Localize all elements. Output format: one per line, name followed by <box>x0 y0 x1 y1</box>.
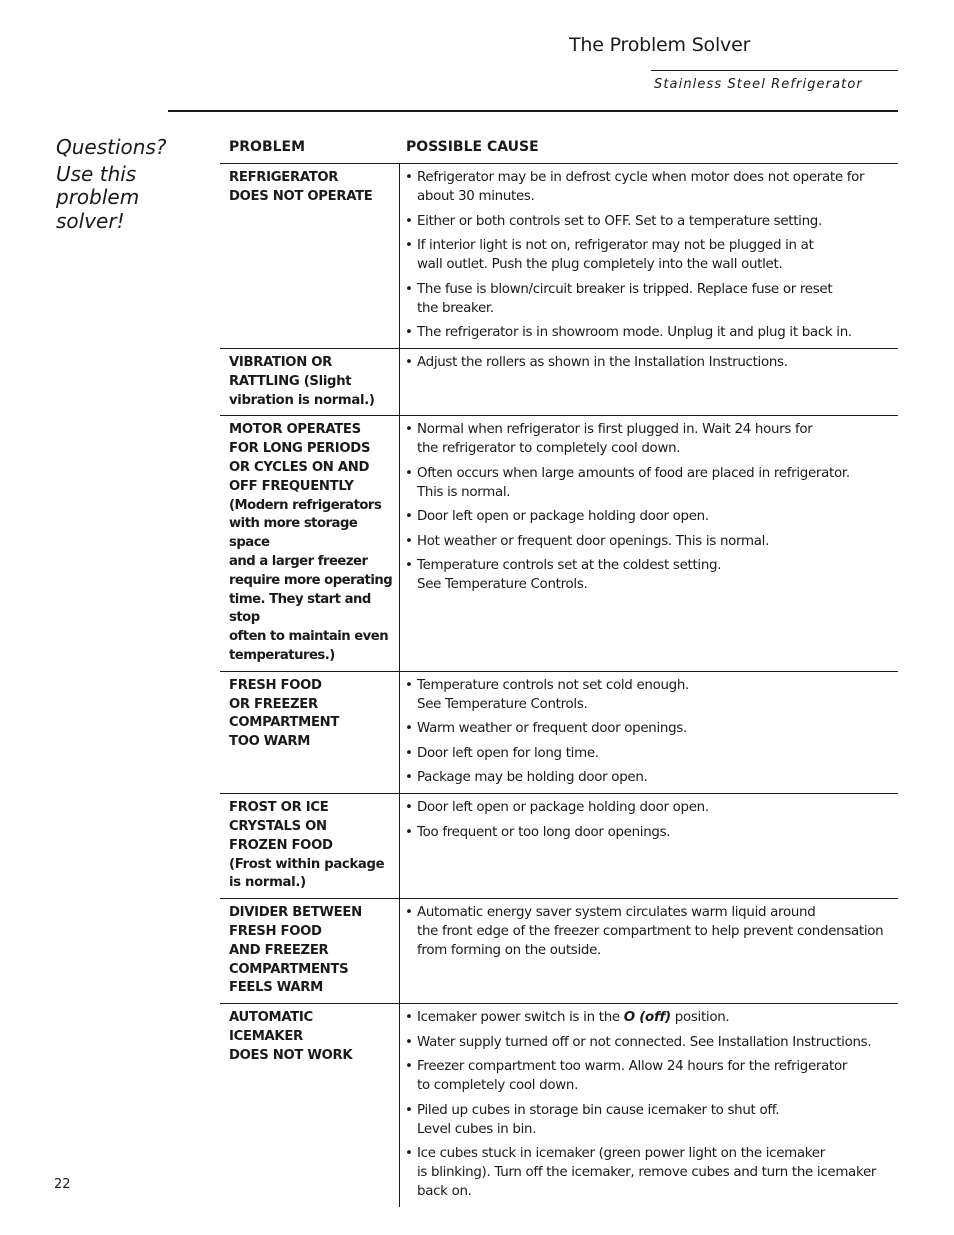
cause-line: • Piled up cubes in storage bin cause icemaker to shut off. <box>417 1102 780 1118</box>
possible-cause-cell <box>400 349 898 415</box>
sidebar-line: solver! <box>56 208 125 233</box>
cause-item <box>405 420 898 458</box>
possible-cause-cell <box>400 416 898 670</box>
cause-line: to completely cool down. <box>417 1078 579 1094</box>
problem-cell <box>220 1004 400 1207</box>
cause-item <box>405 507 898 526</box>
cause-item <box>405 212 898 231</box>
possible-cause-cell <box>400 899 898 1003</box>
cause-item <box>405 323 898 342</box>
table-row <box>220 349 898 416</box>
problem-line: TOO WARM <box>229 734 311 750</box>
problem-line: DOES NOT WORK <box>229 1047 353 1063</box>
cause-item <box>405 676 898 714</box>
cause-item <box>405 556 898 594</box>
possible-cause-cell <box>400 672 898 794</box>
sidebar-question: Questions? <box>56 135 167 159</box>
problem-note-line: with more storage space <box>229 516 358 551</box>
cause-line: • Too frequent or too long door openings. <box>417 824 671 840</box>
cause-line: wall outlet. Push the plug completely into the wall outlet. <box>417 257 783 272</box>
cause-line: This is normal. <box>417 484 511 500</box>
sidebar-callout <box>56 136 196 233</box>
table-row <box>220 672 898 795</box>
problem-line: FRESH FOOD <box>229 677 322 693</box>
problem-cell <box>220 794 400 898</box>
problem-line: FEELS WARM <box>229 980 323 996</box>
page-title: The Problem Solver <box>569 34 751 56</box>
problem-line: DOES NOT OPERATE <box>229 188 373 204</box>
page-subtitle: Stainless Steel Refrigerator <box>654 77 863 92</box>
cause-item <box>405 1101 898 1139</box>
problem-line: ICEMAKER <box>229 1029 303 1045</box>
cause-line: • Door left open for long time. <box>417 745 599 761</box>
possible-cause-cell <box>400 794 898 898</box>
problem-line: MOTOR OPERATES <box>229 422 361 438</box>
cause-item <box>405 903 898 960</box>
cause-item <box>405 168 898 206</box>
cause-line: • Icemaker power switch is in the O (off) position. <box>417 1010 730 1026</box>
cause-line: See Temperature Controls. <box>417 577 588 593</box>
page-number: 22 <box>54 1177 71 1192</box>
problem-cell <box>220 672 400 794</box>
column-header-possible-cause: POSSIBLE CAUSE <box>406 139 539 155</box>
problem-note-line: (Modern refrigerators <box>229 497 382 513</box>
cause-line: • Door left open or package holding door open. <box>417 800 709 816</box>
problem-line: RATTLING (Slight <box>229 373 352 389</box>
problem-line: COMPARTMENT <box>229 715 340 731</box>
problem-line: (Frost within package <box>229 856 385 872</box>
cause-item <box>405 353 898 372</box>
cause-line: • Adjust the rollers as shown in the Installation Instructions. <box>417 355 788 370</box>
cause-line: • Temperature controls not set cold enough. <box>417 677 690 693</box>
problem-note-line: temperatures.) <box>229 647 335 663</box>
sidebar-line: problem <box>56 185 140 209</box>
cause-line: • Often occurs when large amounts of food are placed in refrigerator. <box>417 465 850 481</box>
problem-line: OR FREEZER <box>229 696 318 712</box>
problem-line: REFRIGERATOR <box>229 170 339 185</box>
problem-note-line: require more operating <box>229 572 393 588</box>
cause-item <box>405 236 898 274</box>
problem-line: FOR LONG PERIODS <box>229 441 371 457</box>
cause-line: • Temperature controls set at the coldest setting. <box>417 558 722 574</box>
cause-line: • Freezer compartment too warm. Allow 24 hours for the refrigerator <box>417 1059 848 1075</box>
cause-line: • Package may be holding door open. <box>417 770 648 786</box>
problem-line: vibration is normal.) <box>229 392 375 408</box>
problem-line: FROST OR ICE <box>229 800 329 816</box>
cause-line: the breaker. <box>417 300 494 316</box>
cause-line: is blinking). Turn off the icemaker, remove cubes and turn the icemaker <box>417 1165 877 1181</box>
cause-item <box>405 1033 898 1052</box>
emphasis-text: O (off) <box>623 1010 671 1026</box>
problem-note-line: time. They start and stop <box>229 591 371 626</box>
cause-line: about 30 minutes. <box>417 189 535 204</box>
problem-line: AUTOMATIC <box>229 1010 313 1026</box>
table-body <box>220 164 898 1207</box>
cause-line: • The fuse is blown/circuit breaker is tripped. Replace fuse or reset <box>417 281 833 297</box>
problem-note-line: and a larger freezer <box>229 553 368 569</box>
table-row <box>220 899 898 1004</box>
cause-item <box>405 280 898 318</box>
problem-line: is normal.) <box>229 875 306 891</box>
cause-line: • If interior light is not on, refrigerator may not be plugged in at <box>417 238 814 253</box>
table-row <box>220 794 898 899</box>
table-row <box>220 416 898 671</box>
cause-line: back on. <box>417 1184 472 1200</box>
problem-line: COMPARTMENTS <box>229 961 349 977</box>
cause-line: • Normal when refrigerator is first plugged in. Wait 24 hours for <box>417 422 813 438</box>
cause-line: • Hot weather or frequent door openings. This is normal. <box>417 533 770 549</box>
problem-cell <box>220 416 400 670</box>
cause-line: • Automatic energy saver system circulates warm liquid around <box>417 905 816 921</box>
cause-line: • Water supply turned off or not connected. See Installation Instructions. <box>417 1034 872 1050</box>
problem-solver-table <box>220 133 898 1207</box>
problem-line: OR CYCLES ON AND <box>229 459 370 475</box>
problem-cell <box>220 899 400 1003</box>
problem-note-line: often to maintain even <box>229 629 389 645</box>
cause-line: • Ice cubes stuck in icemaker (green power light on the icemaker <box>417 1146 825 1162</box>
problem-line: FRESH FOOD <box>229 924 322 940</box>
cause-line: • Warm weather or frequent door openings. <box>417 721 687 737</box>
table-row <box>220 1004 898 1207</box>
cause-line: See Temperature Controls. <box>417 696 588 712</box>
cause-item <box>405 744 898 763</box>
possible-cause-cell <box>400 1004 898 1207</box>
cause-item <box>405 719 898 738</box>
cause-line: • Either or both controls set to OFF. Set to a temperature setting. <box>417 213 822 229</box>
problem-line: DIVIDER BETWEEN <box>229 905 362 921</box>
cause-line: the refrigerator to completely cool down. <box>417 441 681 457</box>
cause-item <box>405 823 898 842</box>
table-row <box>220 164 898 349</box>
header-divider <box>168 110 898 112</box>
problem-line: AND FREEZER <box>229 942 329 958</box>
problem-cell <box>220 349 400 415</box>
cause-item <box>405 1057 898 1095</box>
sidebar-line: Use this <box>56 161 137 186</box>
cause-item <box>405 768 898 787</box>
cause-item <box>405 798 898 817</box>
cause-line: from forming on the outside. <box>417 943 601 959</box>
cause-line: • Refrigerator may be in defrost cycle when motor does not operate for <box>417 170 865 185</box>
cause-line: • Door left open or package holding door open. <box>417 509 709 525</box>
cause-item <box>405 1144 898 1201</box>
cause-line: Level cubes in bin. <box>417 1121 537 1137</box>
cause-item <box>405 532 898 551</box>
problem-line: VIBRATION OR <box>229 355 333 370</box>
problem-line: FROZEN FOOD <box>229 837 333 853</box>
cause-line: the front edge of the freezer compartment to help prevent condensation <box>417 924 884 940</box>
subtitle-divider <box>651 70 898 71</box>
column-header-problem: PROBLEM <box>229 139 306 155</box>
cause-item <box>405 1008 898 1027</box>
problem-cell <box>220 164 400 348</box>
possible-cause-cell <box>400 164 898 348</box>
table-header <box>220 133 898 164</box>
cause-line: • The refrigerator is in showroom mode. Unplug it and plug it back in. <box>417 325 852 340</box>
cause-item <box>405 464 898 502</box>
problem-line: CRYSTALS ON <box>229 819 327 835</box>
problem-line: OFF FREQUENTLY <box>229 478 354 494</box>
